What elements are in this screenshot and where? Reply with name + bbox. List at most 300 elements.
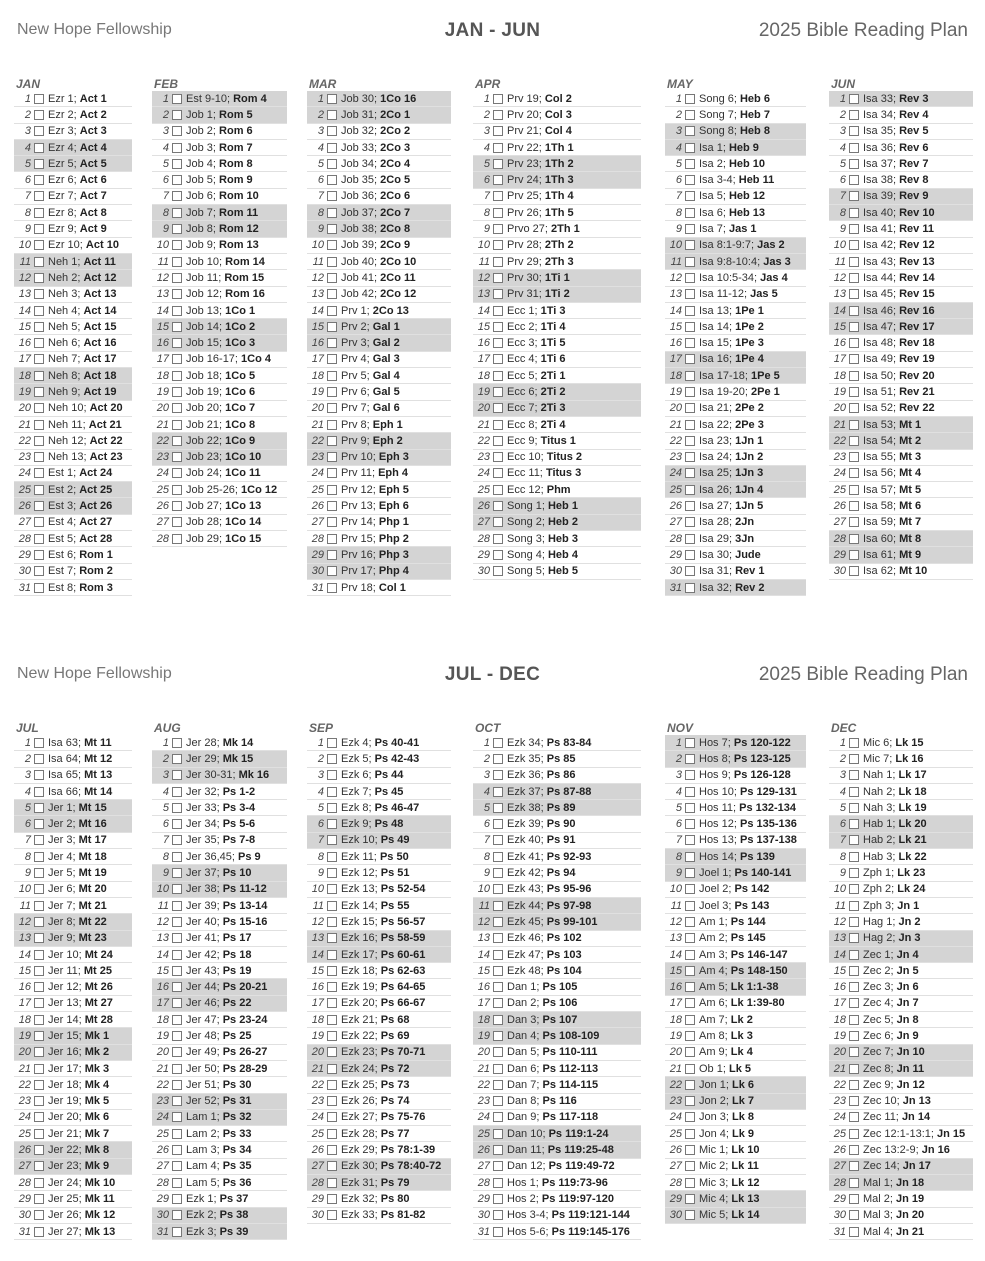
checkbox[interactable] xyxy=(327,583,337,593)
checkbox[interactable] xyxy=(327,1161,337,1171)
checkbox[interactable] xyxy=(849,126,859,136)
checkbox[interactable] xyxy=(685,501,695,511)
checkbox[interactable] xyxy=(849,933,859,943)
checkbox[interactable] xyxy=(172,819,182,829)
checkbox[interactable] xyxy=(172,1047,182,1057)
checkbox[interactable] xyxy=(493,835,503,845)
checkbox[interactable] xyxy=(493,982,503,992)
checkbox[interactable] xyxy=(172,517,182,527)
checkbox[interactable] xyxy=(34,501,44,511)
checkbox[interactable] xyxy=(327,110,337,120)
checkbox[interactable] xyxy=(172,289,182,299)
checkbox[interactable] xyxy=(34,371,44,381)
checkbox[interactable] xyxy=(849,1129,859,1139)
checkbox[interactable] xyxy=(849,354,859,364)
checkbox[interactable] xyxy=(172,257,182,267)
checkbox[interactable] xyxy=(685,485,695,495)
checkbox[interactable] xyxy=(493,933,503,943)
checkbox[interactable] xyxy=(34,998,44,1008)
checkbox[interactable] xyxy=(849,468,859,478)
checkbox[interactable] xyxy=(34,1015,44,1025)
checkbox[interactable] xyxy=(849,322,859,332)
checkbox[interactable] xyxy=(34,868,44,878)
checkbox[interactable] xyxy=(327,933,337,943)
checkbox[interactable] xyxy=(849,998,859,1008)
checkbox[interactable] xyxy=(685,1031,695,1041)
checkbox[interactable] xyxy=(685,884,695,894)
checkbox[interactable] xyxy=(493,420,503,430)
checkbox[interactable] xyxy=(849,208,859,218)
checkbox[interactable] xyxy=(172,1080,182,1090)
checkbox[interactable] xyxy=(34,754,44,764)
checkbox[interactable] xyxy=(172,770,182,780)
checkbox[interactable] xyxy=(172,403,182,413)
checkbox[interactable] xyxy=(493,159,503,169)
checkbox[interactable] xyxy=(172,950,182,960)
checkbox[interactable] xyxy=(327,94,337,104)
checkbox[interactable] xyxy=(493,868,503,878)
checkbox[interactable] xyxy=(172,852,182,862)
checkbox[interactable] xyxy=(172,240,182,250)
checkbox[interactable] xyxy=(327,1145,337,1155)
checkbox[interactable] xyxy=(493,1080,503,1090)
checkbox[interactable] xyxy=(685,868,695,878)
checkbox[interactable] xyxy=(849,175,859,185)
checkbox[interactable] xyxy=(685,208,695,218)
checkbox[interactable] xyxy=(34,306,44,316)
checkbox[interactable] xyxy=(849,1194,859,1204)
checkbox[interactable] xyxy=(685,257,695,267)
checkbox[interactable] xyxy=(493,224,503,234)
checkbox[interactable] xyxy=(327,517,337,527)
checkbox[interactable] xyxy=(172,420,182,430)
checkbox[interactable] xyxy=(34,403,44,413)
checkbox[interactable] xyxy=(493,485,503,495)
checkbox[interactable] xyxy=(849,835,859,845)
checkbox[interactable] xyxy=(34,738,44,748)
checkbox[interactable] xyxy=(34,950,44,960)
checkbox[interactable] xyxy=(849,1112,859,1122)
checkbox[interactable] xyxy=(685,982,695,992)
checkbox[interactable] xyxy=(172,1031,182,1041)
checkbox[interactable] xyxy=(172,387,182,397)
checkbox[interactable] xyxy=(685,306,695,316)
checkbox[interactable] xyxy=(493,436,503,446)
checkbox[interactable] xyxy=(493,1194,503,1204)
checkbox[interactable] xyxy=(34,534,44,544)
checkbox[interactable] xyxy=(34,550,44,560)
checkbox[interactable] xyxy=(172,94,182,104)
checkbox[interactable] xyxy=(493,1129,503,1139)
checkbox[interactable] xyxy=(172,1015,182,1025)
checkbox[interactable] xyxy=(34,1129,44,1139)
checkbox[interactable] xyxy=(849,917,859,927)
checkbox[interactable] xyxy=(327,884,337,894)
checkbox[interactable] xyxy=(34,884,44,894)
checkbox[interactable] xyxy=(493,852,503,862)
checkbox[interactable] xyxy=(34,420,44,430)
checkbox[interactable] xyxy=(493,289,503,299)
checkbox[interactable] xyxy=(849,420,859,430)
checkbox[interactable] xyxy=(685,191,695,201)
checkbox[interactable] xyxy=(34,159,44,169)
checkbox[interactable] xyxy=(172,143,182,153)
checkbox[interactable] xyxy=(849,884,859,894)
checkbox[interactable] xyxy=(849,371,859,381)
checkbox[interactable] xyxy=(849,338,859,348)
checkbox[interactable] xyxy=(34,387,44,397)
checkbox[interactable] xyxy=(685,420,695,430)
checkbox[interactable] xyxy=(493,517,503,527)
checkbox[interactable] xyxy=(327,273,337,283)
checkbox[interactable] xyxy=(849,966,859,976)
checkbox[interactable] xyxy=(685,1015,695,1025)
checkbox[interactable] xyxy=(34,1112,44,1122)
checkbox[interactable] xyxy=(327,982,337,992)
checkbox[interactable] xyxy=(327,403,337,413)
checkbox[interactable] xyxy=(493,240,503,250)
checkbox[interactable] xyxy=(172,1194,182,1204)
checkbox[interactable] xyxy=(685,852,695,862)
checkbox[interactable] xyxy=(685,1096,695,1106)
checkbox[interactable] xyxy=(172,371,182,381)
checkbox[interactable] xyxy=(34,803,44,813)
checkbox[interactable] xyxy=(685,403,695,413)
checkbox[interactable] xyxy=(493,1227,503,1237)
checkbox[interactable] xyxy=(34,289,44,299)
checkbox[interactable] xyxy=(685,738,695,748)
checkbox[interactable] xyxy=(34,191,44,201)
checkbox[interactable] xyxy=(327,787,337,797)
checkbox[interactable] xyxy=(849,1161,859,1171)
checkbox[interactable] xyxy=(493,787,503,797)
checkbox[interactable] xyxy=(685,754,695,764)
checkbox[interactable] xyxy=(849,257,859,267)
checkbox[interactable] xyxy=(34,322,44,332)
checkbox[interactable] xyxy=(327,159,337,169)
checkbox[interactable] xyxy=(172,110,182,120)
checkbox[interactable] xyxy=(172,868,182,878)
checkbox[interactable] xyxy=(849,1227,859,1237)
checkbox[interactable] xyxy=(34,468,44,478)
checkbox[interactable] xyxy=(327,1178,337,1188)
checkbox[interactable] xyxy=(327,1080,337,1090)
checkbox[interactable] xyxy=(493,566,503,576)
checkbox[interactable] xyxy=(685,94,695,104)
checkbox[interactable] xyxy=(685,1161,695,1171)
checkbox[interactable] xyxy=(327,819,337,829)
checkbox[interactable] xyxy=(849,803,859,813)
checkbox[interactable] xyxy=(493,1161,503,1171)
checkbox[interactable] xyxy=(327,501,337,511)
checkbox[interactable] xyxy=(34,1210,44,1220)
checkbox[interactable] xyxy=(849,1015,859,1025)
checkbox[interactable] xyxy=(685,803,695,813)
checkbox[interactable] xyxy=(34,517,44,527)
checkbox[interactable] xyxy=(493,998,503,1008)
checkbox[interactable] xyxy=(685,1145,695,1155)
checkbox[interactable] xyxy=(172,322,182,332)
checkbox[interactable] xyxy=(849,534,859,544)
checkbox[interactable] xyxy=(327,387,337,397)
checkbox[interactable] xyxy=(493,1178,503,1188)
checkbox[interactable] xyxy=(849,982,859,992)
checkbox[interactable] xyxy=(34,852,44,862)
checkbox[interactable] xyxy=(34,224,44,234)
checkbox[interactable] xyxy=(493,371,503,381)
checkbox[interactable] xyxy=(327,901,337,911)
checkbox[interactable] xyxy=(327,468,337,478)
checkbox[interactable] xyxy=(327,1129,337,1139)
checkbox[interactable] xyxy=(34,933,44,943)
checkbox[interactable] xyxy=(849,787,859,797)
checkbox[interactable] xyxy=(849,1210,859,1220)
checkbox[interactable] xyxy=(493,387,503,397)
checkbox[interactable] xyxy=(493,1145,503,1155)
checkbox[interactable] xyxy=(172,306,182,316)
checkbox[interactable] xyxy=(327,126,337,136)
checkbox[interactable] xyxy=(849,143,859,153)
checkbox[interactable] xyxy=(849,191,859,201)
checkbox[interactable] xyxy=(34,1194,44,1204)
checkbox[interactable] xyxy=(685,224,695,234)
checkbox[interactable] xyxy=(685,1129,695,1139)
checkbox[interactable] xyxy=(685,1194,695,1204)
checkbox[interactable] xyxy=(327,371,337,381)
checkbox[interactable] xyxy=(327,770,337,780)
checkbox[interactable] xyxy=(327,852,337,862)
checkbox[interactable] xyxy=(849,110,859,120)
checkbox[interactable] xyxy=(849,819,859,829)
checkbox[interactable] xyxy=(493,917,503,927)
checkbox[interactable] xyxy=(493,950,503,960)
checkbox[interactable] xyxy=(685,1080,695,1090)
checkbox[interactable] xyxy=(327,738,337,748)
checkbox[interactable] xyxy=(327,208,337,218)
checkbox[interactable] xyxy=(685,240,695,250)
checkbox[interactable] xyxy=(34,1145,44,1155)
checkbox[interactable] xyxy=(849,452,859,462)
checkbox[interactable] xyxy=(493,354,503,364)
checkbox[interactable] xyxy=(849,1047,859,1057)
checkbox[interactable] xyxy=(172,159,182,169)
checkbox[interactable] xyxy=(493,338,503,348)
checkbox[interactable] xyxy=(849,868,859,878)
checkbox[interactable] xyxy=(172,998,182,1008)
checkbox[interactable] xyxy=(34,1031,44,1041)
checkbox[interactable] xyxy=(172,966,182,976)
checkbox[interactable] xyxy=(34,1047,44,1057)
checkbox[interactable] xyxy=(685,534,695,544)
checkbox[interactable] xyxy=(172,1129,182,1139)
checkbox[interactable] xyxy=(849,240,859,250)
checkbox[interactable] xyxy=(849,550,859,560)
checkbox[interactable] xyxy=(172,787,182,797)
checkbox[interactable] xyxy=(172,1178,182,1188)
checkbox[interactable] xyxy=(685,1064,695,1074)
checkbox[interactable] xyxy=(849,94,859,104)
checkbox[interactable] xyxy=(685,998,695,1008)
checkbox[interactable] xyxy=(34,94,44,104)
checkbox[interactable] xyxy=(493,1015,503,1025)
checkbox[interactable] xyxy=(685,110,695,120)
checkbox[interactable] xyxy=(327,1112,337,1122)
checkbox[interactable] xyxy=(172,338,182,348)
checkbox[interactable] xyxy=(327,257,337,267)
checkbox[interactable] xyxy=(34,240,44,250)
checkbox[interactable] xyxy=(493,550,503,560)
checkbox[interactable] xyxy=(172,1161,182,1171)
checkbox[interactable] xyxy=(685,1210,695,1220)
checkbox[interactable] xyxy=(493,884,503,894)
checkbox[interactable] xyxy=(327,1031,337,1041)
checkbox[interactable] xyxy=(327,950,337,960)
checkbox[interactable] xyxy=(172,1145,182,1155)
checkbox[interactable] xyxy=(685,835,695,845)
checkbox[interactable] xyxy=(34,1064,44,1074)
checkbox[interactable] xyxy=(685,273,695,283)
checkbox[interactable] xyxy=(172,901,182,911)
checkbox[interactable] xyxy=(685,917,695,927)
checkbox[interactable] xyxy=(34,982,44,992)
checkbox[interactable] xyxy=(172,534,182,544)
checkbox[interactable] xyxy=(327,998,337,1008)
checkbox[interactable] xyxy=(849,273,859,283)
checkbox[interactable] xyxy=(327,289,337,299)
checkbox[interactable] xyxy=(34,143,44,153)
checkbox[interactable] xyxy=(685,819,695,829)
checkbox[interactable] xyxy=(327,835,337,845)
checkbox[interactable] xyxy=(493,1210,503,1220)
checkbox[interactable] xyxy=(849,1080,859,1090)
checkbox[interactable] xyxy=(849,517,859,527)
checkbox[interactable] xyxy=(493,819,503,829)
checkbox[interactable] xyxy=(849,387,859,397)
checkbox[interactable] xyxy=(685,371,695,381)
checkbox[interactable] xyxy=(849,403,859,413)
checkbox[interactable] xyxy=(493,468,503,478)
checkbox[interactable] xyxy=(849,770,859,780)
checkbox[interactable] xyxy=(172,1064,182,1074)
checkbox[interactable] xyxy=(34,110,44,120)
checkbox[interactable] xyxy=(34,583,44,593)
checkbox[interactable] xyxy=(685,901,695,911)
checkbox[interactable] xyxy=(849,1064,859,1074)
checkbox[interactable] xyxy=(34,1178,44,1188)
checkbox[interactable] xyxy=(493,126,503,136)
checkbox[interactable] xyxy=(172,1112,182,1122)
checkbox[interactable] xyxy=(685,1047,695,1057)
checkbox[interactable] xyxy=(34,917,44,927)
checkbox[interactable] xyxy=(327,306,337,316)
checkbox[interactable] xyxy=(172,485,182,495)
checkbox[interactable] xyxy=(327,1096,337,1106)
checkbox[interactable] xyxy=(849,1145,859,1155)
checkbox[interactable] xyxy=(327,420,337,430)
checkbox[interactable] xyxy=(34,452,44,462)
checkbox[interactable] xyxy=(849,1096,859,1106)
checkbox[interactable] xyxy=(34,770,44,780)
checkbox[interactable] xyxy=(172,175,182,185)
checkbox[interactable] xyxy=(327,175,337,185)
checkbox[interactable] xyxy=(849,159,859,169)
checkbox[interactable] xyxy=(685,387,695,397)
checkbox[interactable] xyxy=(849,852,859,862)
checkbox[interactable] xyxy=(34,1227,44,1237)
checkbox[interactable] xyxy=(327,322,337,332)
checkbox[interactable] xyxy=(327,1064,337,1074)
checkbox[interactable] xyxy=(685,338,695,348)
checkbox[interactable] xyxy=(327,485,337,495)
checkbox[interactable] xyxy=(685,159,695,169)
checkbox[interactable] xyxy=(685,143,695,153)
checkbox[interactable] xyxy=(493,1031,503,1041)
checkbox[interactable] xyxy=(493,534,503,544)
checkbox[interactable] xyxy=(493,1064,503,1074)
checkbox[interactable] xyxy=(34,273,44,283)
checkbox[interactable] xyxy=(172,208,182,218)
checkbox[interactable] xyxy=(327,754,337,764)
checkbox[interactable] xyxy=(34,835,44,845)
checkbox[interactable] xyxy=(849,950,859,960)
checkbox[interactable] xyxy=(34,208,44,218)
checkbox[interactable] xyxy=(685,566,695,576)
checkbox[interactable] xyxy=(327,868,337,878)
checkbox[interactable] xyxy=(327,1210,337,1220)
checkbox[interactable] xyxy=(327,191,337,201)
checkbox[interactable] xyxy=(849,566,859,576)
checkbox[interactable] xyxy=(685,354,695,364)
checkbox[interactable] xyxy=(327,1015,337,1025)
checkbox[interactable] xyxy=(849,306,859,316)
checkbox[interactable] xyxy=(849,1031,859,1041)
checkbox[interactable] xyxy=(172,436,182,446)
checkbox[interactable] xyxy=(685,1112,695,1122)
checkbox[interactable] xyxy=(685,436,695,446)
checkbox[interactable] xyxy=(34,1080,44,1090)
checkbox[interactable] xyxy=(493,1096,503,1106)
checkbox[interactable] xyxy=(172,1096,182,1106)
checkbox[interactable] xyxy=(327,436,337,446)
checkbox[interactable] xyxy=(327,966,337,976)
checkbox[interactable] xyxy=(493,1047,503,1057)
checkbox[interactable] xyxy=(849,436,859,446)
checkbox[interactable] xyxy=(34,1161,44,1171)
checkbox[interactable] xyxy=(493,754,503,764)
checkbox[interactable] xyxy=(172,1227,182,1237)
checkbox[interactable] xyxy=(493,143,503,153)
checkbox[interactable] xyxy=(172,1210,182,1220)
checkbox[interactable] xyxy=(493,966,503,976)
checkbox[interactable] xyxy=(327,354,337,364)
checkbox[interactable] xyxy=(685,126,695,136)
checkbox[interactable] xyxy=(327,452,337,462)
checkbox[interactable] xyxy=(493,803,503,813)
checkbox[interactable] xyxy=(34,901,44,911)
checkbox[interactable] xyxy=(172,191,182,201)
checkbox[interactable] xyxy=(849,738,859,748)
checkbox[interactable] xyxy=(849,1178,859,1188)
checkbox[interactable] xyxy=(685,468,695,478)
checkbox[interactable] xyxy=(849,485,859,495)
checkbox[interactable] xyxy=(493,208,503,218)
checkbox[interactable] xyxy=(685,770,695,780)
checkbox[interactable] xyxy=(493,403,503,413)
checkbox[interactable] xyxy=(34,1096,44,1106)
checkbox[interactable] xyxy=(327,566,337,576)
checkbox[interactable] xyxy=(327,338,337,348)
checkbox[interactable] xyxy=(493,738,503,748)
